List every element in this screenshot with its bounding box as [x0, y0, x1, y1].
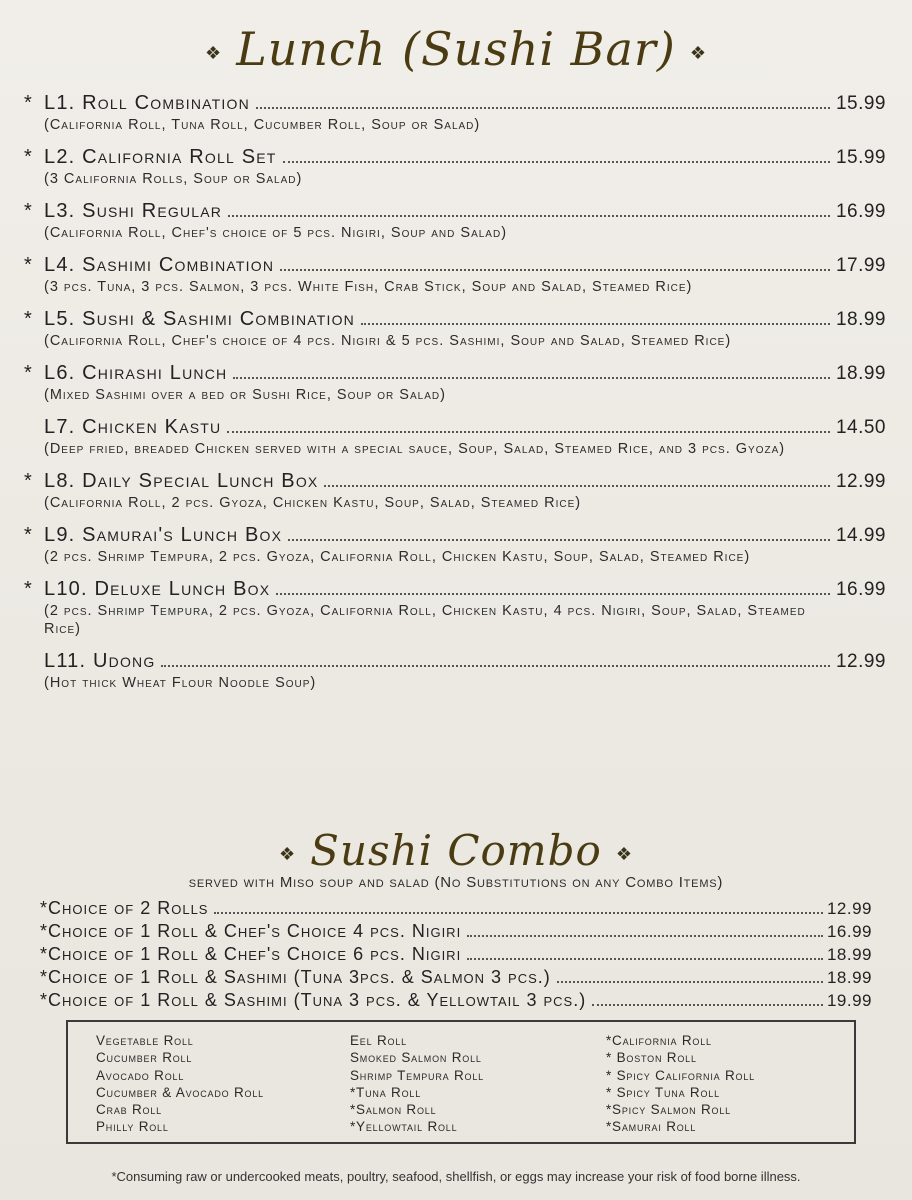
- menu-item-name: L8. Daily Special Lunch Box: [44, 470, 319, 492]
- menu-item-header: [24, 254, 886, 277]
- roll-option: Philly Roll: [96, 1119, 169, 1135]
- dot-leader: [228, 215, 830, 217]
- dot-leader: [283, 161, 830, 163]
- roll-option: *Salmon Roll: [350, 1102, 437, 1118]
- dot-leader: [280, 269, 830, 271]
- menu-item-price: 18.99: [835, 363, 886, 384]
- roll-option: Smoked Salmon Roll: [350, 1050, 482, 1066]
- combo-item-name: *Choice of 1 Roll & Chef's Choice 4 pcs. Nigiri: [40, 921, 462, 941]
- lunch-section-title: [0, 22, 912, 76]
- menu-item-description: (2 pcs. Shrimp Tempura, 2 pcs. Gyoza, California Roll, Chicken Kastu, 4 pcs. Nigiri, Soup, Salad, Steamed Rice): [44, 603, 806, 637]
- combo-title-text: Sushi Combo: [310, 826, 602, 875]
- menu-item: [24, 650, 886, 692]
- combo-item-price: 19.99: [826, 991, 872, 1010]
- menu-item-header: [24, 470, 886, 493]
- roll-option: * Spicy Tuna Roll: [606, 1084, 720, 1100]
- combo-item: [40, 898, 872, 921]
- combo-item-name: *Choice of 1 Roll & Chef's Choice 6 pcs. Nigiri: [40, 944, 462, 964]
- menu-item-name: L5. Sushi & Sashimi Combination: [44, 308, 355, 330]
- menu-item: [24, 92, 886, 134]
- roll-option: *Yellowtail Roll: [350, 1119, 458, 1135]
- dot-leader: [161, 665, 830, 667]
- dot-leader: [324, 485, 829, 487]
- roll-option: * Boston Roll: [606, 1050, 697, 1066]
- menu-item: [24, 308, 886, 350]
- dot-leader: [227, 431, 830, 433]
- combo-item-list: [40, 898, 872, 1013]
- menu-item-price: 16.99: [835, 201, 886, 222]
- roll-column-3: [606, 1032, 755, 1136]
- menu-item-price: 14.50: [835, 417, 886, 438]
- dot-leader: [233, 377, 830, 379]
- menu-item-header: [24, 578, 886, 601]
- dot-leader: [557, 981, 823, 983]
- roll-choices-box: [66, 1020, 856, 1144]
- combo-item-name: *Choice of 1 Roll & Sashimi (Tuna 3pcs. & Salmon 3 pcs.): [40, 967, 551, 987]
- roll-option: Shrimp Tempura Roll: [350, 1067, 484, 1083]
- ornament-right-icon: ❖: [689, 42, 707, 64]
- menu-item-description: (California Roll, 2 pcs. Gyoza, Chicken Kastu, Soup, Salad, Steamed Rice): [44, 495, 582, 511]
- raw-item-asterisk: *: [24, 146, 33, 168]
- raw-item-asterisk: *: [24, 578, 33, 600]
- menu-item-name: L4. Sashimi Combination: [44, 254, 275, 276]
- roll-option: *Samurai Roll: [606, 1119, 697, 1135]
- raw-item-asterisk: *: [24, 470, 33, 492]
- menu-item-description: (California Roll, Chef's choice of 5 pcs. Nigiri, Soup and Salad): [44, 225, 508, 241]
- menu-item-header: [24, 200, 886, 223]
- menu-item-description: (2 pcs. Shrimp Tempura, 2 pcs. Gyoza, California Roll, Chicken Kastu, Soup, Salad, Steamed Rice): [44, 549, 751, 565]
- menu-item: [24, 416, 886, 458]
- menu-item-price: 14.99: [835, 525, 886, 546]
- menu-item-name: L7. Chicken Kastu: [44, 416, 222, 438]
- menu-item-price: 15.99: [835, 147, 886, 168]
- menu-item-description: (California Roll, Chef's choice of 4 pcs. Nigiri & 5 pcs. Sashimi, Soup and Salad, Steamed Rice): [44, 333, 732, 349]
- menu-item-price: 18.99: [835, 309, 886, 330]
- menu-item-description: (California Roll, Tuna Roll, Cucumber Roll, Soup or Salad): [44, 117, 481, 133]
- combo-item: [40, 990, 872, 1013]
- roll-option: *California Roll: [606, 1033, 712, 1048]
- dot-leader: [256, 107, 830, 109]
- lunch-title-text: Lunch (Sushi Bar): [236, 22, 676, 76]
- raw-item-asterisk: *: [24, 362, 33, 384]
- roll-option: * Spicy California Roll: [606, 1067, 755, 1083]
- combo-item: [40, 944, 872, 967]
- menu-item-description: (Mixed Sashimi over a bed or Sushi Rice, Soup or Salad): [44, 387, 446, 403]
- menu-item-name: L10. Deluxe Lunch Box: [44, 578, 271, 600]
- raw-item-asterisk: *: [24, 92, 33, 114]
- roll-option: Vegetable Roll: [96, 1033, 194, 1048]
- menu-item: [24, 470, 886, 512]
- menu-item-description: (3 pcs. Tuna, 3 pcs. Salmon, 3 pcs. White Fish, Crab Stick, Soup and Salad, Steamed Rice): [44, 279, 693, 295]
- lunch-item-list: [24, 92, 886, 704]
- menu-item-price: 12.99: [835, 651, 886, 672]
- menu-item-name: L6. Chirashi Lunch: [44, 362, 228, 384]
- menu-item-header: [24, 146, 886, 169]
- menu-item-header: [24, 308, 886, 331]
- menu-item-header: [24, 92, 886, 115]
- combo-subtitle: served with Miso soup and salad (No Substitutions on any Combo Items): [188, 874, 724, 891]
- menu-item-header: [24, 416, 886, 439]
- combo-item: [40, 967, 872, 990]
- combo-item-name: *Choice of 1 Roll & Sashimi (Tuna 3 pcs. & Yellowtail 3 pcs.): [40, 990, 587, 1010]
- menu-item: [24, 578, 886, 638]
- menu-item-name: L3. Sushi Regular: [44, 200, 223, 222]
- menu-item-price: 12.99: [835, 471, 886, 492]
- roll-option: *Tuna Roll: [350, 1084, 422, 1100]
- menu-item-header: [24, 650, 886, 673]
- dot-leader: [467, 935, 823, 937]
- raw-item-asterisk: *: [24, 308, 33, 330]
- dot-leader: [361, 323, 830, 325]
- raw-item-asterisk: *: [24, 200, 33, 222]
- dot-leader: [276, 593, 830, 595]
- combo-item: [40, 921, 872, 944]
- health-disclaimer: *Consuming raw or undercooked meats, poultry, seafood, shellfish, or eggs may increase your risk of food borne illness.: [111, 1169, 801, 1184]
- roll-column-2: [350, 1032, 484, 1136]
- menu-item: [24, 200, 886, 242]
- raw-item-asterisk: *: [24, 254, 33, 276]
- menu-item: [24, 254, 886, 296]
- combo-section-title: [0, 826, 912, 875]
- menu-item-name: L9. Samurai's Lunch Box: [44, 524, 283, 546]
- combo-item-price: 16.99: [826, 922, 872, 941]
- combo-item-price: 18.99: [826, 945, 872, 964]
- menu-item-name: L11. Udong: [44, 650, 156, 672]
- menu-item-name: L1. Roll Combination: [44, 92, 250, 114]
- roll-option: *Spicy Salmon Roll: [606, 1102, 731, 1118]
- menu-item: [24, 146, 886, 188]
- roll-option: Cucumber Roll: [96, 1050, 193, 1066]
- menu-item-price: 15.99: [835, 93, 886, 114]
- dot-leader: [214, 912, 822, 914]
- combo-item-price: 12.99: [826, 899, 872, 918]
- menu-item: [24, 362, 886, 404]
- dot-leader: [592, 1004, 823, 1006]
- raw-item-asterisk: *: [24, 524, 33, 546]
- roll-option: Cucumber & Avocado Roll: [96, 1084, 264, 1100]
- roll-option: Eel Roll: [350, 1033, 407, 1048]
- roll-option: Avocado Roll: [96, 1067, 185, 1083]
- menu-item-name: L2. California Roll Set: [44, 146, 277, 168]
- roll-option: Crab Roll: [96, 1102, 162, 1118]
- menu-item-description: (3 California Rolls, Soup or Salad): [44, 171, 303, 187]
- ornament-left-icon: ❖: [279, 843, 297, 865]
- menu-item-description: (Hot thick Wheat Flour Noodle Soup): [44, 675, 317, 691]
- combo-item-name: *Choice of 2 Rolls: [40, 898, 209, 918]
- combo-item-price: 18.99: [826, 968, 872, 987]
- dot-leader: [288, 539, 830, 541]
- menu-item-header: [24, 362, 886, 385]
- ornament-right-icon: ❖: [615, 843, 633, 865]
- menu-item-price: 16.99: [835, 579, 886, 600]
- dot-leader: [467, 958, 823, 960]
- ornament-left-icon: ❖: [205, 42, 223, 64]
- menu-item-description: (Deep fried, breaded Chicken served with a special sauce, Soup, Salad, Steamed Rice, and 3 pcs. Gyoza): [44, 441, 786, 457]
- menu-item: [24, 524, 886, 566]
- menu-item-price: 17.99: [835, 255, 886, 276]
- roll-column-1: [96, 1032, 264, 1136]
- menu-item-header: [24, 524, 886, 547]
